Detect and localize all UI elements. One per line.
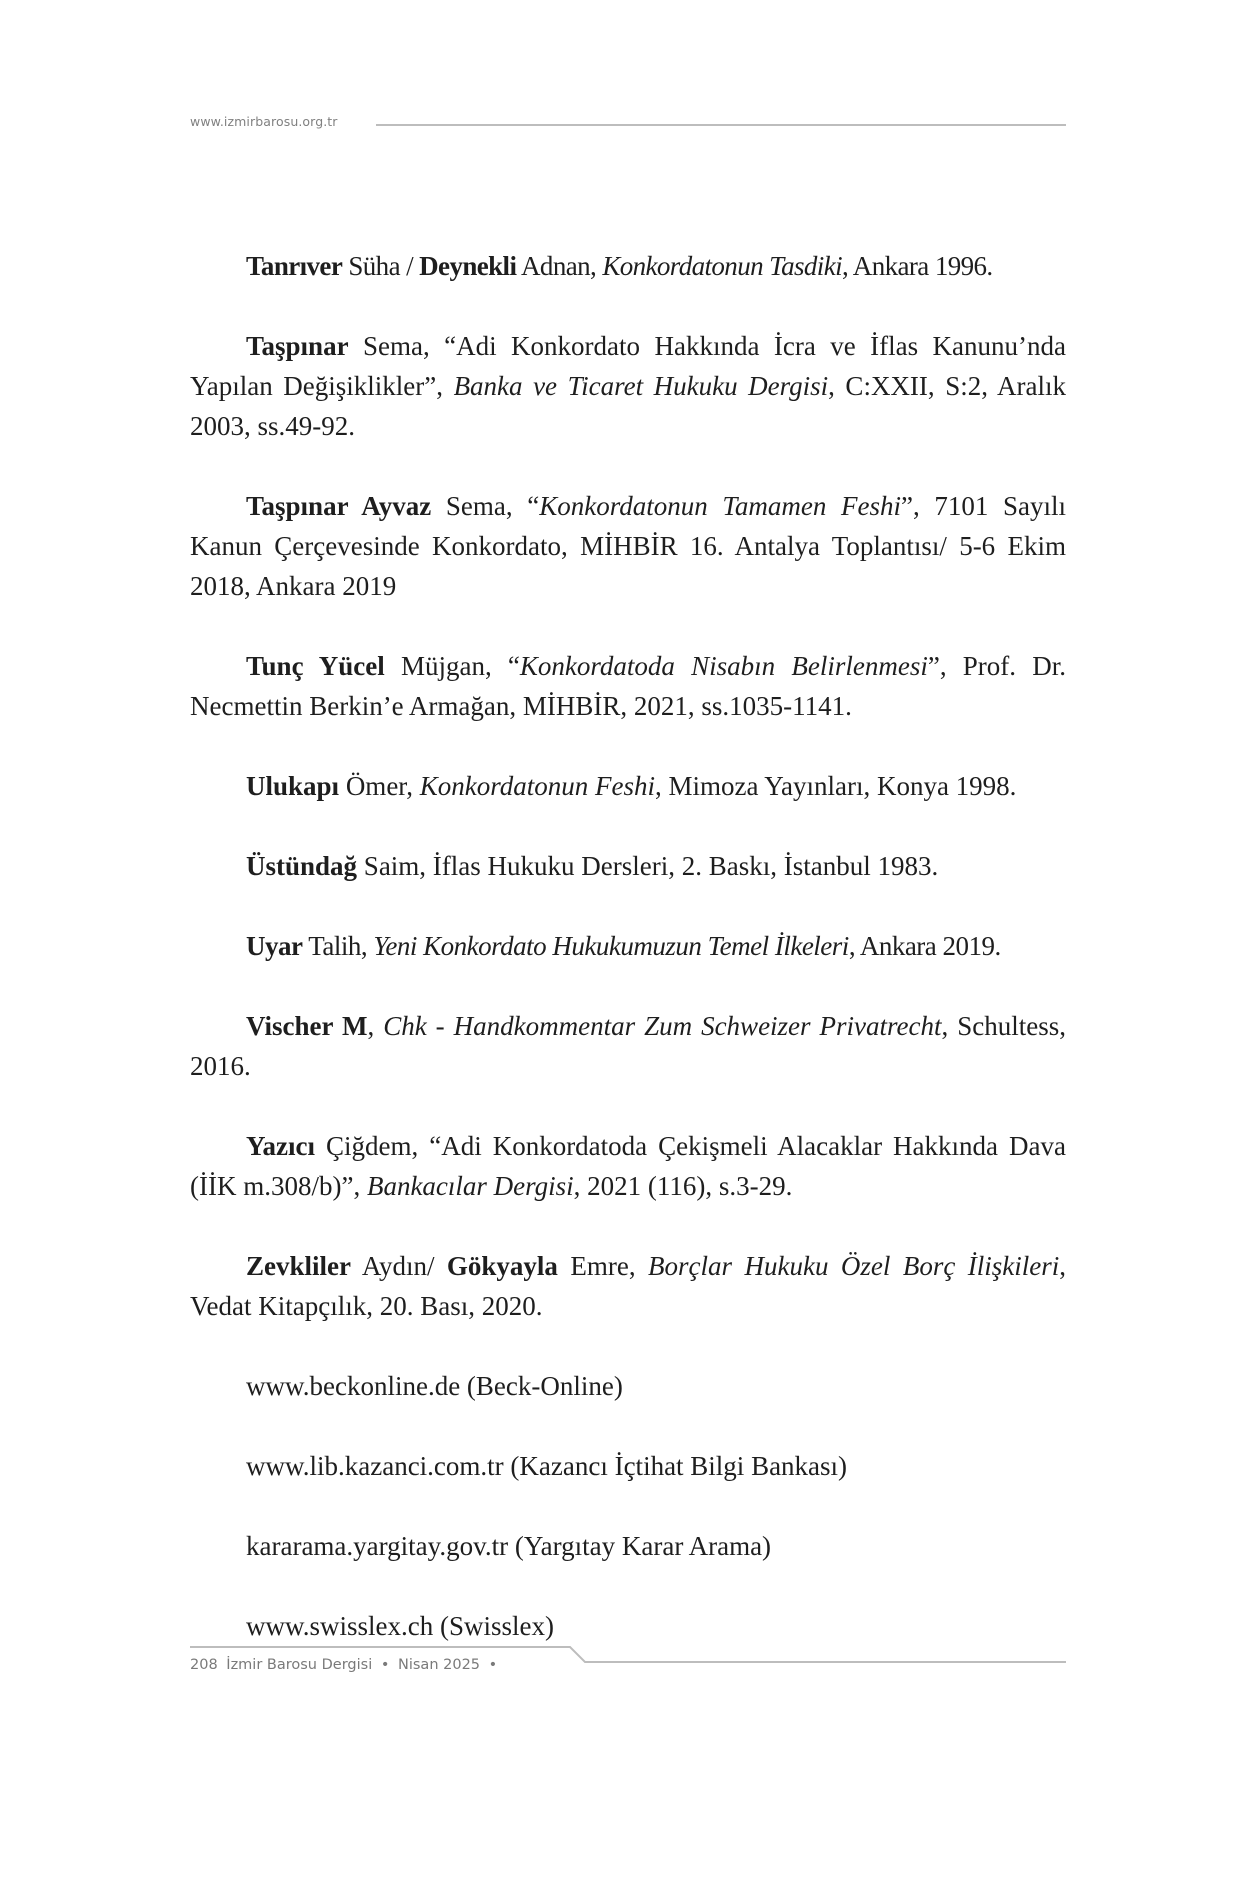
web-source: www.beckonline.de (Beck-Online): [246, 1371, 623, 1401]
reference-entry: [190, 1126, 1066, 1206]
work-title: Bankacılar Dergisi: [366, 1171, 574, 1201]
page-header: [190, 112, 1066, 132]
author-name: Süha /: [342, 251, 420, 281]
publication-details: ”, Prof. Dr. Necmettin Berkin’e Armağan, MİHBİR, 2021, ss.1035-1141.: [190, 651, 1067, 721]
work-title: Banka ve Ticaret Hukuku Dergisi: [453, 371, 829, 401]
author-name: Sema, “: [431, 491, 540, 521]
author-surname: Zevkliler: [246, 1251, 351, 1281]
author-name: Sema, “Adi Konkordato Hakkında İcra ve İflas Kanunu’nda Yapılan Değişiklikler”,: [190, 331, 1066, 401]
journal-name: İzmir Barosu Dergisi: [226, 1657, 373, 1673]
publication-details: , 2021 (116), s.3-29.: [573, 1171, 793, 1201]
reference-entry: [190, 646, 1066, 726]
author-surname: Ulukapı: [246, 771, 340, 801]
web-source: www.lib.kazanci.com.tr (Kazancı İçtihat Bilgi Bankası): [246, 1451, 848, 1481]
reference-entry: [190, 326, 1066, 446]
publication-details: ”, 7101 Sayılı Kanun Çerçevesinde Konkordato, MİHBİR 16. Antalya Toplantısı/ 5-6 Ekim 2018, Ankara 2019: [190, 491, 1066, 601]
work-title: Konkordatonun Tasdiki: [602, 251, 842, 281]
author-surname: Taşpınar Ayvaz: [246, 491, 432, 521]
reference-entry: [190, 1006, 1066, 1086]
footer-text: [190, 1655, 501, 1675]
author-name: ,: [367, 1011, 384, 1041]
author-name: Çiğdem, “Adi Konkordatoda Çekişmeli Alacaklar Hakkında Dava (İİK m.308/b)”,: [190, 1131, 1066, 1201]
page-number: 208: [190, 1657, 218, 1673]
author-surname: Gökyayla: [446, 1251, 558, 1281]
work-title: Konkordatonun Tamamen Feshi: [539, 491, 901, 521]
author-name: Aydın/: [350, 1251, 447, 1281]
publication-details: , C:XXII, S:2, Aralık 2003, ss.49-92.: [190, 371, 1066, 441]
separator-dot: •: [488, 1657, 498, 1673]
author-surname: Tanrıver: [246, 251, 343, 281]
page-footer: [190, 1646, 1066, 1676]
separator-dot: •: [380, 1657, 390, 1673]
issue-date: Nisan 2025: [398, 1657, 481, 1673]
header-url: www.izmirbarosu.org.tr: [190, 114, 338, 129]
reference-entry: [190, 846, 1066, 886]
web-source: www.swisslex.ch (Swisslex): [246, 1611, 554, 1641]
author-name: Saim, İflas Hukuku Dersleri, 2. Baskı, İstanbul 1983.: [357, 851, 939, 881]
work-title: Chk - Handkommentar Zum Schweizer Privatrecht: [383, 1011, 942, 1041]
publication-details: , Ankara 1996.: [842, 251, 993, 281]
author-surname: Tunç Yücel: [246, 651, 385, 681]
author-surname: Taşpınar: [246, 331, 349, 361]
work-title: Borçlar Hukuku Özel Borç İlişkileri: [648, 1251, 1060, 1281]
reference-entry: [190, 486, 1066, 606]
header-rule: [376, 124, 1066, 126]
reference-entry: [190, 766, 1066, 806]
author-name: Talih,: [302, 931, 374, 961]
author-surname: Uyar: [246, 931, 303, 961]
author-name: Müjgan, “: [384, 651, 520, 681]
reference-entry: [190, 926, 1066, 966]
publication-details: , Vedat Kitapçılık, 20. Bası, 2020.: [190, 1251, 1066, 1321]
work-title: Konkordatoda Nisabın Belirlenmesi: [519, 651, 928, 681]
web-source: kararama.yargitay.gov.tr (Yargıtay Karar Arama): [246, 1531, 772, 1561]
author-name: Emre,: [557, 1251, 649, 1281]
publication-details: , Mimoza Yayınları, Konya 1998.: [654, 771, 1017, 801]
author-surname: Üstündağ: [246, 851, 358, 881]
work-title: Konkordatonun Feshi: [419, 771, 655, 801]
author-name: Adnan,: [516, 251, 603, 281]
work-title: Yeni Konkordato Hukukumuzun Temel İlkeleri: [373, 931, 849, 961]
author-name: Ömer,: [339, 771, 420, 801]
reference-entry: [190, 1246, 1066, 1326]
bibliography: [190, 246, 1066, 1646]
publication-details: , Ankara 2019.: [848, 931, 1001, 961]
author-surname: Deynekli: [419, 251, 517, 281]
author-surname: Yazıcı: [246, 1131, 315, 1161]
author-surname: Vischer M: [246, 1011, 368, 1041]
publication-details: , Schultess, 2016.: [190, 1011, 1066, 1081]
reference-entry: [190, 246, 1066, 286]
